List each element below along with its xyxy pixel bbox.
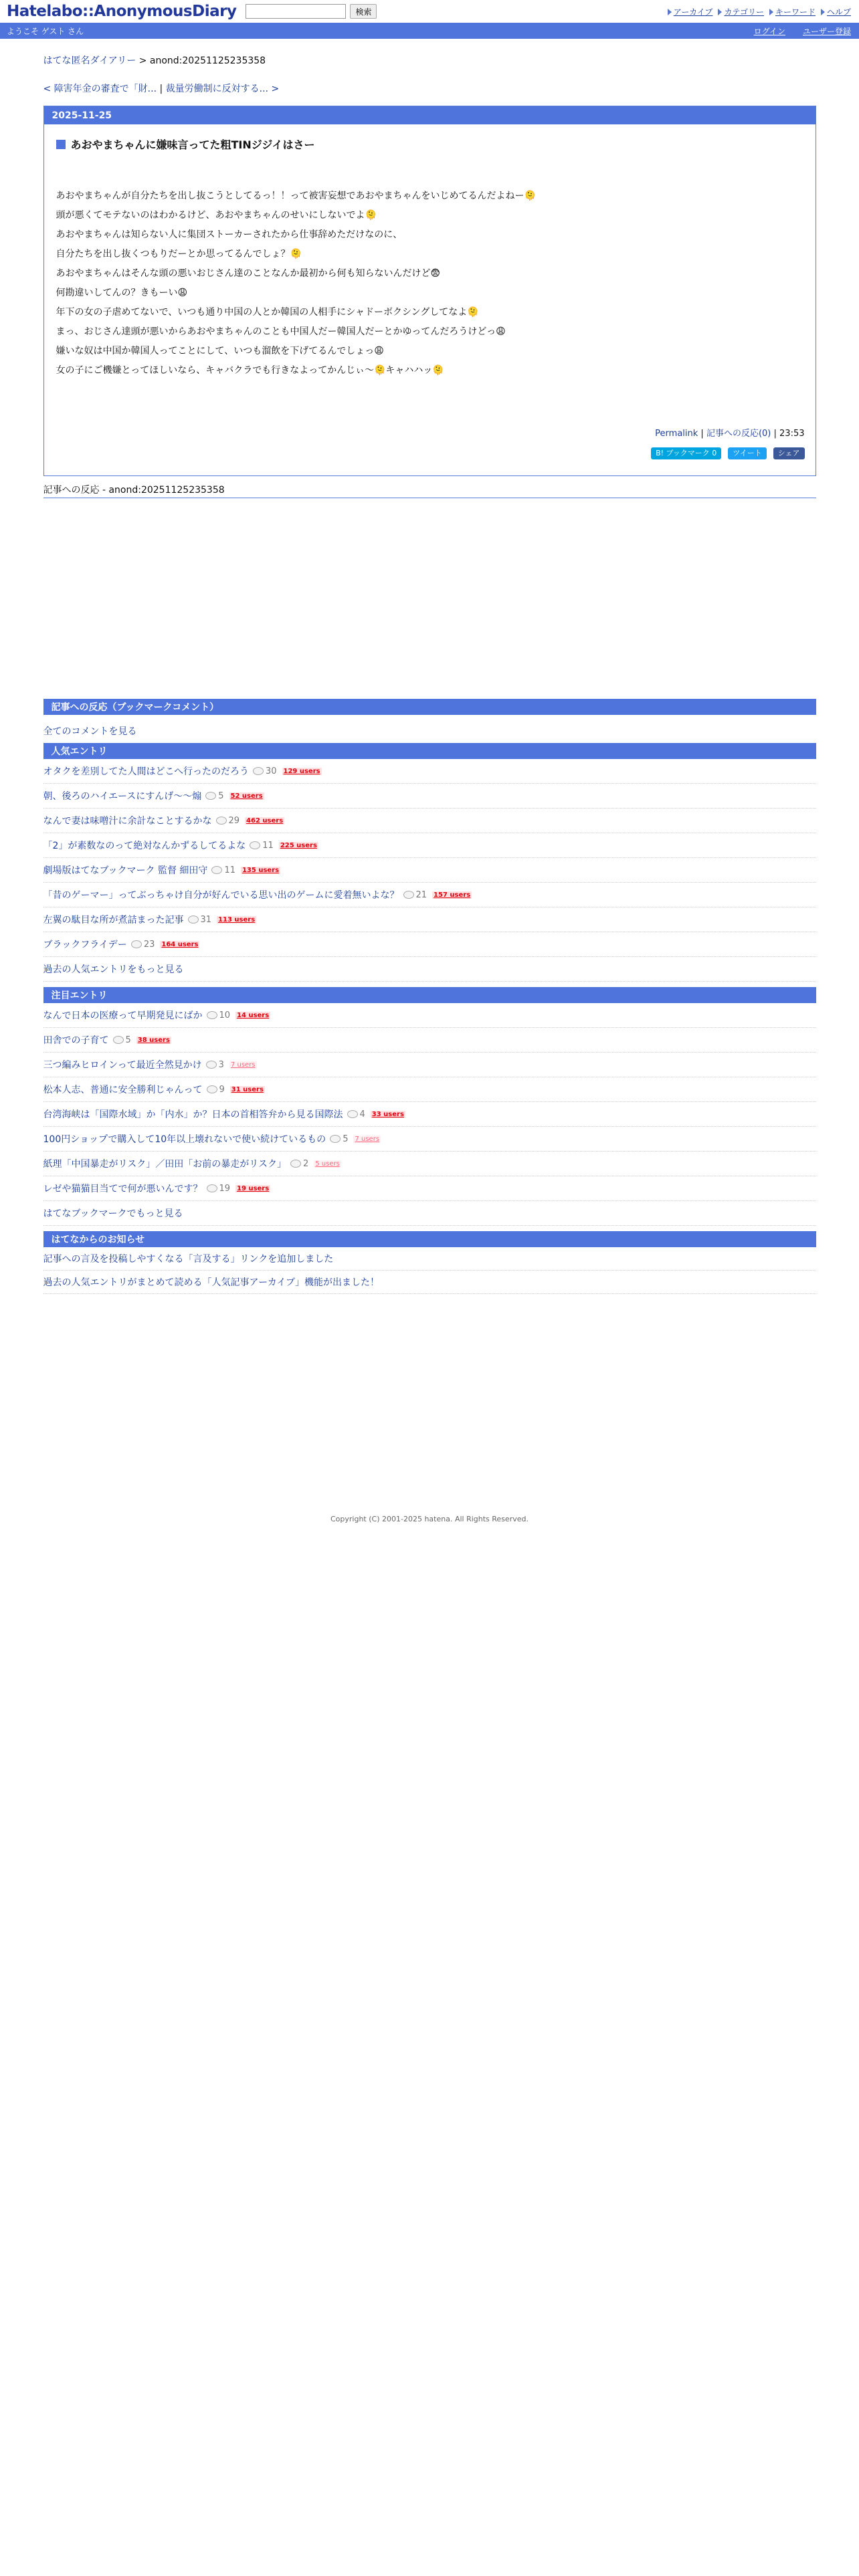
comment-count-value: 2 [302,1158,309,1169]
comment-bubble-icon [188,916,199,924]
entry-title-link[interactable]: ブラックフライデー [43,940,127,950]
arrow-right-icon [718,9,722,15]
entry-title-link[interactable]: 「2」が素数なのって絶対なんかずるしてるよな [43,841,246,851]
article-line: あおやまちゃんが自分たちを出し抜こうとしてるっ！！って被害妄想であおやまちゃんをいじめてるんだよねー🫠 [56,191,536,201]
nav-keyword-label: キーワード [775,7,816,17]
attention-header: 注目エントリ [43,987,816,1003]
login-link[interactable]: ログイン [753,26,785,36]
site-logo[interactable]: Hatelabo::AnonymousDiary [7,3,237,20]
bookmark-users-badge[interactable]: 164 users [161,940,199,948]
article-line: 嫌いな奴は中国か韓国人ってことにして、いつも溜飲を下げてるんでしょっ😩 [56,346,384,356]
next-entry-link[interactable]: 裁量労働制に反対する... > [165,84,280,94]
article-date: 2025-11-25 [44,106,816,124]
register-link[interactable]: ユーザー登録 [802,26,851,36]
comment-bubble-icon [205,792,216,800]
comment-count-value: 9 [219,1084,225,1095]
comment-bubble-icon [211,866,222,874]
entry-title-link[interactable]: 台湾海峡は「国際水域」か「内水」か？日本の首相答弁から見る国際法 [43,1109,343,1120]
entry-title-link[interactable]: オタクを差別してた人間はどこへ行ったのだろう [43,766,249,777]
nav-category-link[interactable] [718,6,764,17]
attention-entries [43,987,816,1226]
comment-count-value: 10 [219,1010,231,1021]
entry-row [43,1152,816,1176]
article-line: あおやまちゃんは知らない人に集団ストーカーされたから仕事辞めただけなのに、 [56,229,403,240]
nav-keyword-link[interactable] [769,6,816,17]
comment-bubble-icon [207,1011,217,1019]
main-container [43,53,816,1523]
refer-title: 記事への反応 - anond:20251125235358 [43,483,816,498]
entry-row [43,858,816,883]
bookmark-users-badge[interactable]: 33 users [371,1110,404,1118]
arrow-right-icon [769,9,773,15]
comment-count[interactable] [290,1159,308,1169]
comment-bubble-icon [250,841,260,849]
comment-count-value: 11 [262,840,274,851]
entry-title-link[interactable]: 100円ショップで購入して10年以上壊れないで使い続けているもの [43,1134,326,1145]
comment-count[interactable] [216,816,240,826]
article-body [56,187,816,381]
comment-count-value: 19 [219,1183,231,1194]
bookmark-users-badge[interactable]: 38 users [137,1036,170,1044]
square-bullet-icon[interactable] [56,140,66,149]
news-section [43,1231,816,1294]
popular-more-link[interactable]: 過去の人気エントリをもっと見る [43,964,184,975]
comment-bubble-icon [131,940,142,948]
nav-archive-label: アーカイブ [673,7,713,17]
entry-title-link[interactable]: 劇場版はてなブックマーク 監督 細田守 [43,865,208,876]
article-title-row [56,136,816,152]
entry-row [43,907,816,932]
article-section [44,124,816,381]
comment-count[interactable] [253,766,277,776]
share-buttons [651,447,804,459]
comment-bubble-icon [206,1061,217,1069]
news-item [43,1247,816,1271]
top-bar [0,0,859,23]
comment-bubble-icon [347,1110,358,1118]
entry-title-link[interactable]: 紙理「中国暴走がリスク」／田田「お前の暴走がリスク」 [43,1159,286,1170]
copyright: Copyright (C) 2001-2025 hatena. All Rights Reserved. [330,1515,529,1523]
bookmark-users-badge[interactable]: 14 users [237,1011,270,1019]
news-item [43,1271,816,1294]
entry-title-link[interactable]: なんで日本の医療って早期発見にばか [43,1010,203,1021]
bookmark-comments-header: 記事への反応（ブックマークコメント） [43,699,816,715]
article-line: 何勘違いしてんの？きもーい😩 [56,288,188,298]
popular-header: 人気エントリ [43,743,816,759]
entry-row [43,932,816,957]
welcome-text: ようこそ ゲスト さん [7,26,84,36]
top-nav [668,6,851,17]
comment-count[interactable] [207,1085,225,1095]
entry-row [43,1028,816,1053]
all-comments-link[interactable]: 全てのコメントを見る [43,726,137,737]
bookmark-users-badge[interactable]: 462 users [246,817,284,825]
comment-bubble-icon [253,767,264,775]
entry-row [43,1003,816,1028]
facebook-share-button[interactable]: シェア [773,447,805,459]
welcome-bar [0,23,859,39]
article-time: 23:53 [779,429,805,439]
comment-bubble-icon [216,817,227,825]
nav-help-link[interactable] [821,6,851,17]
bookmark-users-badge[interactable]: 157 users [434,891,471,899]
entry-title-link[interactable]: 朝、後ろのハイエースにすんげ〜〜煽 [43,791,202,802]
article-line: 女の子にご機嫌とってほしいなら、キャバクラでも行きなよってかんじぃ〜🫠キャハハッ🫠 [56,365,444,376]
search-box [246,4,377,19]
entry-row [43,759,816,784]
news-link[interactable]: 過去の人気エントリがまとめて読める「人気記事アーカイブ」機能が出ました！ [43,1277,379,1288]
entry-row [43,1127,816,1152]
comment-count[interactable] [211,865,235,875]
attention-more-row [43,1201,816,1226]
comment-count[interactable] [206,1060,224,1070]
comment-count[interactable] [205,791,223,801]
entry-row [43,883,816,907]
pager-separator: | [157,84,166,94]
entry-row [43,809,816,833]
nav-archive-link[interactable] [668,6,713,17]
bookmark-users-badge[interactable]: 7 users [355,1135,380,1143]
entry-row [43,833,816,858]
entry-row [43,784,816,809]
entry-title-link[interactable]: 田舎での子育て [43,1035,109,1046]
article-line: あおやまちゃんはそんな頭の悪いおじさん達のことなんか最初から何も知らないんだけど😨 [56,268,441,279]
comment-count[interactable] [207,1010,231,1021]
comment-count-value: 29 [228,815,240,826]
popular-entries [43,743,816,982]
comment-count-value: 21 [415,889,427,900]
nav-help-label: ヘルプ [826,7,851,17]
article-line: 頭が悪くてモテないのはわかるけど、あおやまちゃんのせいにしないでよ🫠 [56,210,377,221]
comment-count-value: 23 [143,939,155,950]
article-line: まっ、おじさん達頭が悪いからあおやまちゃんのことも中国人だー韓国人だーとかゆってんだろうけどっ😩 [56,326,506,337]
search-input[interactable] [246,4,346,19]
bookmark-users-badge[interactable]: 135 users [242,866,280,874]
entry-title-link[interactable]: なんで妻は味噌汁に余計なことするかな [43,816,212,827]
article-footer: Permalink | 記事への反応(0) | 23:53 [655,429,805,439]
bookmark-users-badge[interactable]: 113 users [218,916,256,924]
popular-more-row [43,957,816,982]
comment-count-value: 5 [343,1134,349,1144]
breadcrumb-home-link[interactable]: はてな匿名ダイアリー [43,56,136,66]
bookmark-users-badge[interactable]: 19 users [237,1184,270,1192]
refer-link[interactable]: 記事への反応(0) [706,429,771,439]
bookmark-users-badge[interactable]: 52 users [230,792,263,800]
comment-count-value: 11 [224,865,235,875]
comment-count[interactable] [113,1035,131,1045]
comment-count[interactable] [131,940,155,950]
comment-count[interactable] [188,915,212,925]
permalink-link[interactable]: Permalink [655,429,698,439]
hatena-bookmark-button[interactable]: B! ブックマーク 0 [651,447,721,459]
article-line: 自分たちを出し抜くつもりだーとか思ってるんでしょ？🫠 [56,249,302,259]
entry-row [43,1102,816,1127]
tweet-button[interactable]: ツイート [728,447,766,459]
entry-row [43,1176,816,1201]
comment-count-value: 3 [218,1059,224,1070]
bookmark-users-badge[interactable]: 225 users [280,841,317,849]
entry-title-link[interactable]: 左翼の駄目な所が煮詰まった記事 [43,915,184,926]
comment-count-value: 5 [125,1035,131,1045]
comment-bubble-icon [290,1160,301,1168]
entry-title-link[interactable]: レゼや猫猫目当てで何が悪いんです？ [43,1184,203,1194]
arrow-right-icon [668,9,672,15]
article-line: 年下の女の子虐めてないで、いつも通り中国の人とか韓国の人相手にシャドーボクシングしてなよ🫠 [56,307,479,318]
comment-count-value: 4 [359,1109,365,1119]
nav-category-label: カテゴリー [724,7,764,17]
entry-title-link[interactable]: 松本人志、普通に安全勝利じゃんって [43,1085,203,1095]
breadcrumb [43,53,816,67]
comment-count[interactable] [207,1184,231,1194]
entry-title-link[interactable]: 「昔のゲーマー」ってぶっちゃけ自分が好んでいる思い出のゲームに愛着無いよな？ [43,890,399,901]
comment-count-value: 31 [200,914,212,925]
entry-row [43,1077,816,1102]
breadcrumb-separator: > [136,56,150,66]
attention-more-link[interactable]: はてなブックマークでもっと見る [43,1208,183,1219]
ad-space [43,498,816,699]
news-link[interactable]: 記事への言及を投稿しやすくなる「言及する」リンクを追加しました [43,1254,334,1265]
comment-count[interactable] [403,890,427,900]
comment-count-value: 5 [218,790,224,801]
bookmark-users-badge[interactable]: 31 users [231,1085,264,1093]
pager [43,82,816,95]
comment-count[interactable] [250,841,274,851]
article-box [43,106,816,476]
bookmark-users-badge[interactable]: 7 users [230,1061,256,1069]
article-title: あおやまちゃんに嫌味言ってた粗TINジジイはさー [70,138,315,151]
comment-count[interactable] [330,1134,348,1144]
comment-bubble-icon [330,1135,341,1143]
comment-bubble-icon [113,1036,124,1044]
bookmark-users-badge[interactable]: 5 users [315,1160,340,1168]
entry-title-link[interactable]: 三つ編みヒロインって最近全然見かけ [43,1060,202,1071]
news-header: はてなからのお知らせ [43,1231,816,1247]
breadcrumb-current: anond:20251125235358 [149,56,266,66]
bookmark-users-badge[interactable]: 129 users [283,767,320,775]
comment-bubble-icon [207,1085,217,1093]
comment-count-value: 30 [265,766,277,776]
comment-bubble-icon [403,891,414,899]
comment-count[interactable] [347,1109,365,1119]
arrow-right-icon [821,9,825,15]
prev-entry-link[interactable]: < 障害年金の審査で「財... [43,84,157,94]
entry-row [43,1053,816,1077]
search-button[interactable]: 検索 [350,4,377,19]
comment-bubble-icon [207,1184,217,1192]
